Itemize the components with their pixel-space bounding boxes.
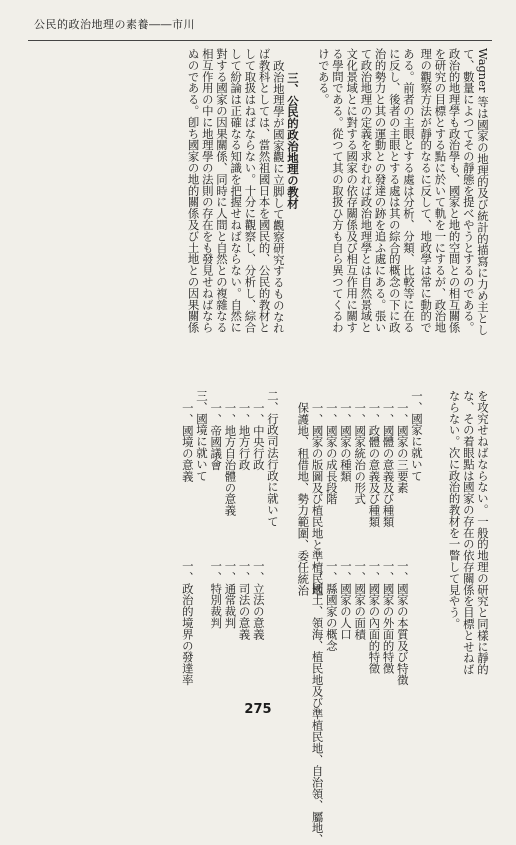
outline-intro <box>430 390 490 690</box>
text-line: て政治地理の定義を求むれば政治地理學とは自然景域と <box>359 48 374 333</box>
outline-item <box>195 560 209 690</box>
text-line: ある。前者の主眼とする處は分析、分類、比較等に在る <box>402 48 416 333</box>
outline-item: 一、立法の意義 <box>251 560 266 640</box>
text-line: して紛論は正確なる知識を把握せねばならない。自然に <box>229 48 244 333</box>
outline-item: 一、國家の面積 <box>353 560 368 640</box>
outline-item: 一、中央行政 <box>251 402 266 471</box>
text-line: る學問である。從つて其の取扱ひ方も自ら異つてくるわ <box>330 48 345 333</box>
outline-sec1-a <box>294 390 424 596</box>
text-line: Wagner 等は國家の地理的及び統計的描寫に力め主とし <box>476 48 490 336</box>
outline-item: 一、國家の外面的特徴 <box>381 560 396 674</box>
top-block-body <box>306 48 416 378</box>
outline-item: 一、地方自治體の意義 <box>223 402 238 516</box>
outline-item <box>410 560 424 690</box>
outline-item: 一、通常裁判 <box>223 560 238 629</box>
text-line: て、數量によつてその靜態を提べやうとするのである。 <box>461 48 476 333</box>
outline-item: 一、帝國議會 <box>209 402 224 471</box>
outline-item: 一、國家の人口 <box>338 560 353 640</box>
outline-item: 一、國家の內面的特徵 <box>367 560 382 674</box>
outline-item: 一、國家統治の形式 <box>353 402 368 505</box>
text-line: ば教科としては、當然祖國日本を國民的、公民的教材と <box>257 48 272 333</box>
outline-item: 一、司法の意義 <box>237 560 252 640</box>
section-heading: 三、公民的政治地理の教材 <box>286 72 300 209</box>
outline-item: 一、國家の三要素 <box>395 402 410 494</box>
running-header: 公民的政治地理の素養――市川 <box>34 18 195 31</box>
text-line: けである。 <box>316 48 331 105</box>
outline-item: 一、政治的境界の發達率 <box>180 560 195 686</box>
text-line: を研究の目標とする點に於いて軌を一にするが、政治地 <box>433 48 448 333</box>
text-line: 相互作用の中に地理學の法則の存在をも發見せねばなら <box>200 48 215 333</box>
page-number: 275 <box>244 702 272 717</box>
outline-item: 保護地、租借地、勢力範圍、委任統治 <box>296 402 311 596</box>
text-line: 對する國家の因果關係、同時に人間と自然との複雜なる <box>214 48 229 333</box>
outline-item: 一、國家の種類 <box>338 402 353 482</box>
text-line: ならない。次に政治的教材を一瞥して見やう。 <box>447 390 462 630</box>
top-block-intro <box>410 48 490 378</box>
outline-item: 一、國土、領海、植民地及び準植民地、自治領、屬地、 <box>310 560 325 845</box>
outline-item: 一、國家の本質及び特徴 <box>395 560 410 686</box>
text-line: 治的勢力と其の運動との發達の跡を追ふ處にある。張い <box>373 48 388 333</box>
text-line: 政治地理學が國家觀に立脚して觀察研究するものなれ <box>271 60 286 334</box>
outline-sec1-b <box>294 560 424 845</box>
text-line: 政治的地理學も政治學も、國家と地的空間との相互關係 <box>447 48 462 333</box>
section3-block <box>160 48 300 378</box>
outline-item: 一、國境の意義 <box>180 402 195 482</box>
text-line: 文化景域とに對する國家の依存關係及び相互作用に關す <box>345 48 360 333</box>
text-line: ぬのである。卽ち國家の地的關係及び土地との因果關係 <box>186 48 201 333</box>
outline-item: 一、國體の意義及び種類 <box>381 402 396 528</box>
text-line: 理の觀察方法が靜的なるに反して、地政學は常に動的で <box>419 48 434 333</box>
outline-item: 一、特別裁判 <box>209 560 224 629</box>
outline-item <box>266 560 280 690</box>
outline-item: 一、國家の版圖及び植民地と準植民地 <box>310 402 325 596</box>
outline-sec2-3-b <box>130 560 280 690</box>
text-line: を攻究せねばならない。一般的地理の研究と同樣に靜的 <box>476 390 490 675</box>
text-line: に反し、後者の主眼とする處は其の綜合的概念の下に政 <box>387 48 402 333</box>
outline-item: 一、縣國家の概念 <box>324 560 339 652</box>
text-line: な、その着眼點は國家の存在の依存關係を目標とせねば <box>461 390 476 675</box>
outline-heading: 二、行政司法行政に就いて <box>266 390 280 527</box>
outline-item: 一、地方行政 <box>237 402 252 471</box>
outline-item: 一、國家の成長段階 <box>324 402 339 505</box>
header-rule <box>28 40 492 41</box>
outline-heading: 一、國家に就いて <box>410 390 424 482</box>
outline-item: 一、政體の意義及び種類 <box>367 402 382 528</box>
text-line: して取扱はねばならない。十分に觀察し、分析し、綜合 <box>243 48 258 333</box>
outline-heading: 三、國境に就いて <box>194 390 209 482</box>
